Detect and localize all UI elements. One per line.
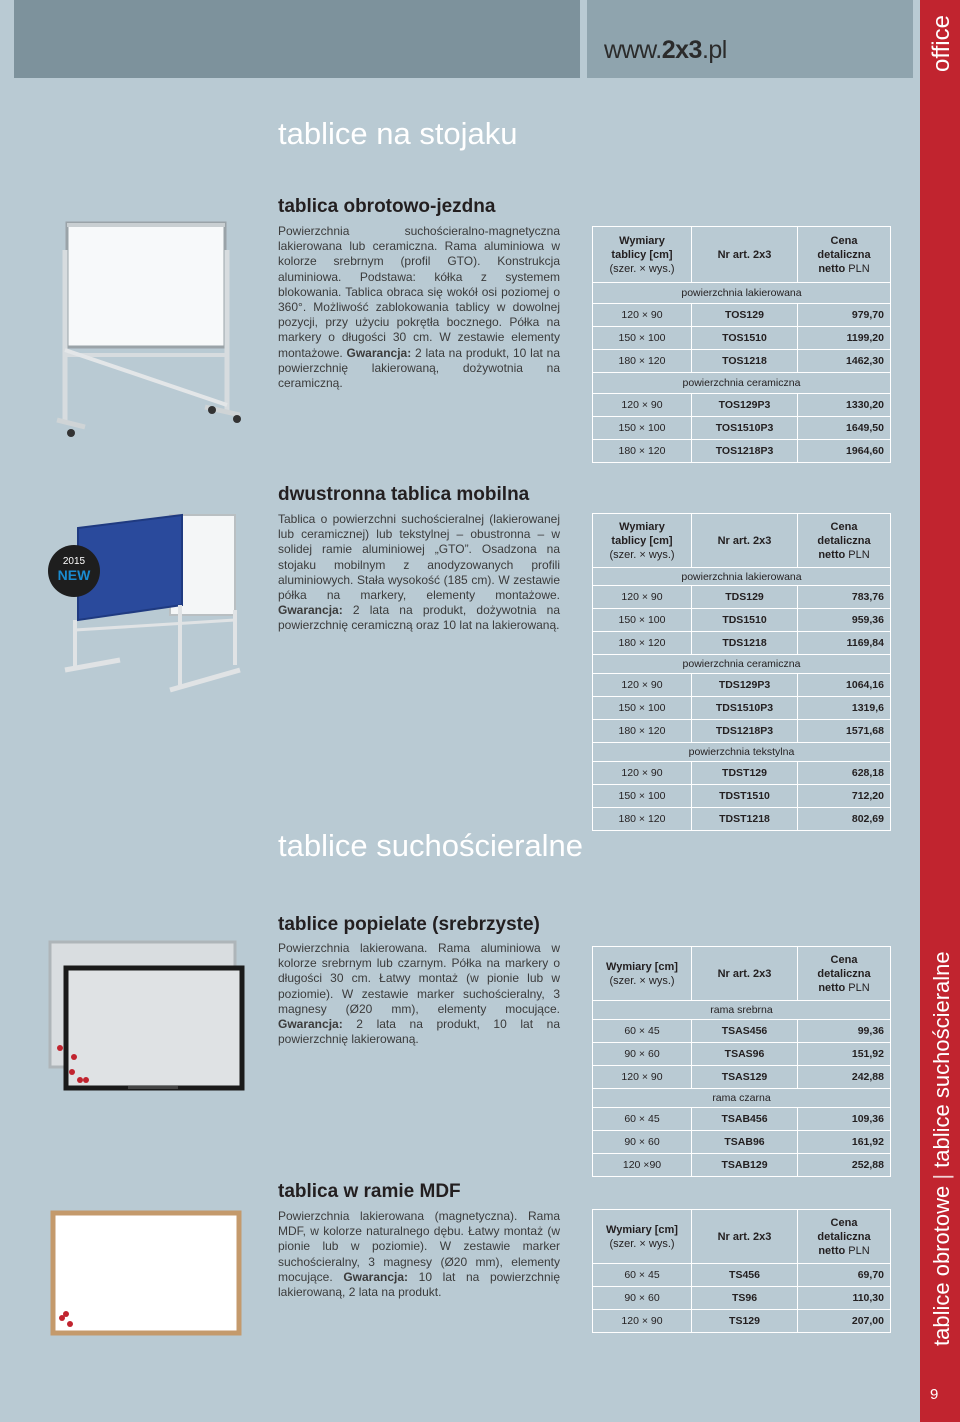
product-desc-silver: Powierzchnia lakierowana. Rama aluminiowa w kolorze srebrnym lub czarnym. Półka na markery o długości 30 cm. Łatwy montaż (w pionie lub w poziomie). W zestawie marker suchościeralny, 3 magnesy (Ø20 mm), elementy mocujące. Gwarancja: 2 lata na produkt, 10 lat na powierzchnię lakierowaną.	[278, 941, 560, 1047]
table-cell: TDST129	[692, 762, 798, 785]
table-cell: 60 × 45	[593, 1108, 692, 1131]
table-cell: rama srebrna	[593, 1001, 891, 1020]
product-desc-rotating: Powierzchnia suchościeralno-magnetyczna lakierowana lub ceramiczna. Rama aluminiowa w kolorze srebrnym (profil GTO). Konstrukcja aluminiowa. Podstawa: kółka z systemem blokowania. Tablica obraca się wokół osi poziomej o 360°. Możliwość zablokowania tablicy w dowolnej pozycji, przy użyciu pokrętła bocznego. Półka na markery o długości 30 cm. W zestawie elementy montażowe. Gwarancja: 2 lata na produkt, 10 lat na powierzchnię lakierowaną, dożywotnia na ceramiczną.	[278, 224, 560, 391]
table-cell: 161,92	[798, 1131, 891, 1154]
table-cell: TSAB456	[692, 1108, 798, 1131]
product-title-mdf: tablica w ramie MDF	[278, 1181, 461, 1202]
table-cell: TDS1218	[692, 632, 798, 655]
product-title-silver: tablice popielate (srebrzyste)	[278, 914, 540, 935]
table-cell: TOS1510	[692, 327, 798, 350]
table-cell: 120 ×90	[593, 1154, 692, 1177]
table-cell: powierzchnia lakierowana	[593, 568, 891, 586]
new-badge: 2015 NEW	[48, 545, 100, 597]
table-cell: 99,36	[798, 1020, 891, 1043]
table-cell: 150 × 100	[593, 417, 692, 440]
table-cell: TOS1218	[692, 350, 798, 373]
table-cell: rama czarna	[593, 1089, 891, 1108]
table-cell: 120 × 90	[593, 394, 692, 417]
table-cell: 979,70	[798, 304, 891, 327]
table-cell: 1964,60	[798, 440, 891, 463]
product-desc-mobile: Tablica o powierzchni suchościeralnej (lakierowanej lub ceramicznej) lub tekstylnej – obustronna – w solidej ramie aluminiowej „GTO”. Osadzona na stojaku mobilnym z anodyzowanych profili aluminiowych. Stała wysokość (185 cm). W zestawie półka na markery, elementy montażowe. Gwarancja: 2 lata na produkt, dożywotnia na powierzchnię ceramiczną oraz 10 lat na lakierowaną.	[278, 512, 560, 633]
table-cell: 120 × 90	[593, 586, 692, 609]
price-table-rotating	[592, 226, 891, 463]
table-cell: 242,88	[798, 1066, 891, 1089]
page-number: 9	[930, 1386, 939, 1403]
table-cell: TDST1510	[692, 785, 798, 808]
table-cell: TSAB96	[692, 1131, 798, 1154]
table-cell: 783,76	[798, 586, 891, 609]
table-cell: 1169,84	[798, 632, 891, 655]
table-cell: 180 × 120	[593, 350, 692, 373]
table-cell: Nr art. 2x3	[692, 514, 798, 568]
table-cell: 1571,68	[798, 720, 891, 743]
product-desc-mdf: Powierzchnia lakierowana (magnetyczna). Rama MDF, w kolorze naturalnego dębu. Łatwy montaż (w pionie lub w poziomie). W zestawie marker suchościeralny, 3 magnesy (Ø20 mm), elementy mocujące. Gwarancja: 10 lat na powierzchnię lakierowaną, 2 lata na produkt.	[278, 1209, 560, 1300]
price-table-silver	[592, 946, 891, 1177]
table-cell: TOS129	[692, 304, 798, 327]
table-cell: Nr art. 2x3	[692, 1210, 798, 1264]
section-title-sucho: tablice suchościeralne	[278, 828, 584, 863]
table-cell: 628,18	[798, 762, 891, 785]
table-cell: TDS129P3	[692, 674, 798, 697]
table-cell: 1649,50	[798, 417, 891, 440]
table-cell: 150 × 100	[593, 609, 692, 632]
product-title-mobile: dwustronna tablica mobilna	[278, 484, 530, 505]
table-cell: 712,20	[798, 785, 891, 808]
table-cell: Cena detaliczna netto PLN	[798, 947, 891, 1001]
table-cell: 180 × 120	[593, 808, 692, 831]
table-cell: TS129	[692, 1310, 798, 1333]
table-cell: 180 × 120	[593, 440, 692, 463]
table-cell: 180 × 120	[593, 720, 692, 743]
table-cell: 1064,16	[798, 674, 891, 697]
table-cell: Wymiary [cm] (szer. × wys.)	[593, 947, 692, 1001]
table-cell: 120 × 90	[593, 1066, 692, 1089]
table-cell: 90 × 60	[593, 1287, 692, 1310]
table-cell: powierzchnia ceramiczna	[593, 373, 891, 394]
category-label: office	[928, 15, 955, 72]
table-cell: TDST1218	[692, 808, 798, 831]
table-cell: TOS129P3	[692, 394, 798, 417]
table-cell: 151,92	[798, 1043, 891, 1066]
table-cell: TSAB129	[692, 1154, 798, 1177]
table-cell: TSAS456	[692, 1020, 798, 1043]
table-cell: TDS1510	[692, 609, 798, 632]
table-cell: 207,00	[798, 1310, 891, 1333]
silver-boards-image	[48, 940, 248, 1095]
table-cell: 802,69	[798, 808, 891, 831]
table-cell: 90 × 60	[593, 1131, 692, 1154]
table-cell: 90 × 60	[593, 1043, 692, 1066]
section-title-stojak: tablice na stojaku	[278, 116, 518, 151]
table-cell: TDS1218P3	[692, 720, 798, 743]
table-cell: 150 × 100	[593, 327, 692, 350]
table-cell: TSAS96	[692, 1043, 798, 1066]
table-cell: 120 × 90	[593, 1310, 692, 1333]
mobile-board-image	[60, 510, 245, 705]
table-cell: TS96	[692, 1287, 798, 1310]
product-title-rotating: tablica obrotowo-jezdna	[278, 196, 496, 217]
table-cell: 120 × 90	[593, 304, 692, 327]
table-cell: powierzchnia tekstylna	[593, 743, 891, 762]
rotating-board-image	[55, 215, 245, 440]
top-band	[14, 0, 580, 78]
table-cell: 150 × 100	[593, 697, 692, 720]
table-cell: TSAS129	[692, 1066, 798, 1089]
table-cell: 120 × 90	[593, 674, 692, 697]
table-cell: TDS129	[692, 586, 798, 609]
table-cell: 1199,20	[798, 327, 891, 350]
table-cell: TDS1510P3	[692, 697, 798, 720]
price-table-mobile	[592, 513, 891, 831]
table-cell: 959,36	[798, 609, 891, 632]
table-cell: TS456	[692, 1264, 798, 1287]
table-cell: 1319,6	[798, 697, 891, 720]
site-url[interactable]: www.2x3.pl	[604, 36, 727, 64]
table-cell: powierzchnia lakierowana	[593, 283, 891, 304]
table-cell: 110,30	[798, 1287, 891, 1310]
table-cell: 109,36	[798, 1108, 891, 1131]
table-cell: 252,88	[798, 1154, 891, 1177]
side-label: tablice obrotowe | tablice suchościeralne	[929, 951, 954, 1346]
table-cell: TOS1218P3	[692, 440, 798, 463]
mdf-board-image	[50, 1210, 242, 1336]
table-cell: 180 × 120	[593, 632, 692, 655]
table-cell: 1462,30	[798, 350, 891, 373]
table-cell: Wymiary tablicy [cm] (szer. × wys.)	[593, 227, 692, 283]
table-cell: Wymiary tablicy [cm] (szer. × wys.)	[593, 514, 692, 568]
table-cell: 150 × 100	[593, 785, 692, 808]
table-cell: Cena detaliczna netto PLN	[798, 514, 891, 568]
table-cell: 120 × 90	[593, 762, 692, 785]
table-cell: TOS1510P3	[692, 417, 798, 440]
table-cell: 60 × 45	[593, 1264, 692, 1287]
table-cell: powierzchnia ceramiczna	[593, 655, 891, 674]
table-cell: 69,70	[798, 1264, 891, 1287]
table-cell: Cena detaliczna netto PLN	[798, 227, 891, 283]
table-cell: Cena detaliczna netto PLN	[798, 1210, 891, 1264]
price-table-mdf	[592, 1209, 891, 1333]
table-cell: Nr art. 2x3	[692, 947, 798, 1001]
table-cell: Nr art. 2x3	[692, 227, 798, 283]
table-cell: 1330,20	[798, 394, 891, 417]
table-cell: 60 × 45	[593, 1020, 692, 1043]
table-cell: Wymiary [cm] (szer. × wys.)	[593, 1210, 692, 1264]
